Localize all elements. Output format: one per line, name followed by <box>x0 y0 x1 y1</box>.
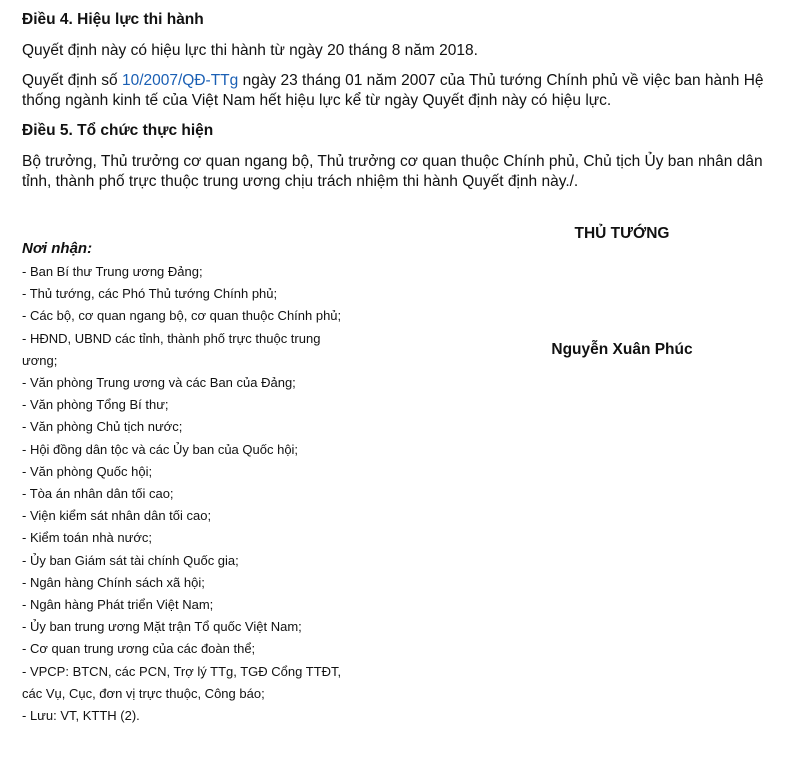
recipient-item: - Tòa án nhân dân tối cao; <box>22 486 174 502</box>
article-5-heading: Điều 5. Tổ chức thực hiện <box>22 122 214 139</box>
recipient-item: - Ngân hàng Chính sách xã hội; <box>22 574 205 590</box>
recipient-item: - Ủy ban trung ương Mặt trận Tổ quốc Việt Nam; <box>22 619 302 635</box>
article-5-paragraph-1: Bộ trưởng, Thủ trưởng cơ quan ngang bộ, Thủ trưởng cơ quan thuộc Chính phủ, Chủ tịch Ủy ban nhân dân tỉnh, thành phố trực thuộc trung ương chịu trách nhiệm thi hành Quyết định này./. <box>22 153 763 190</box>
recipient-item: ương; <box>22 352 58 368</box>
recipient-item: - Văn phòng Quốc hội; <box>22 463 153 479</box>
signer-name: Nguyễn Xuân Phúc <box>551 341 693 358</box>
recipient-item: - Văn phòng Trung ương và các Ban của Đảng; <box>22 375 296 391</box>
recipient-item: - Ban Bí thư Trung ương Đảng; <box>22 264 203 279</box>
recipient-item: - Viện kiểm sát nhân dân tối cao; <box>22 508 212 524</box>
recipient-item: - Hội đồng dân tộc và các Ủy ban của Quốc hội; <box>22 441 299 457</box>
recipient-item: - Lưu: VT, KTTH (2). <box>22 708 140 724</box>
recipient-item: - Ngân hàng Phát triển Việt Nam; <box>22 597 214 613</box>
decision-10-2007-link[interactable]: 10/2007/QĐ-TTg <box>121 72 239 89</box>
article-4-heading: Điều 4. Hiệu lực thi hành <box>22 11 204 28</box>
recipient-item: - HĐND, UBND các tỉnh, thành phố trực thuộc trung <box>22 330 321 346</box>
signature-area <box>22 224 780 744</box>
article-4-paragraph-2-prefix: Quyết định số <box>22 72 122 89</box>
recipients-block <box>22 239 422 727</box>
recipient-item: - Văn phòng Chủ tịch nước; <box>22 419 183 435</box>
recipient-item: - VPCP: BTCN, các PCN, Trợ lý TTg, TGĐ Cổng TTĐT, <box>22 663 342 679</box>
recipient-item: - Các bộ, cơ quan ngang bộ, cơ quan thuộc Chính phủ; <box>22 308 342 324</box>
recipients-title: Nơi nhận: <box>22 240 93 257</box>
signer-title: THỦ TƯỚNG <box>574 225 670 242</box>
recipients-list <box>22 261 422 727</box>
article-4-paragraph-2 <box>22 71 780 111</box>
recipient-item: - Văn phòng Tổng Bí thư; <box>22 397 169 413</box>
recipient-item: - Kiểm toán nhà nước; <box>22 530 152 546</box>
recipient-item: - Cơ quan trung ương của các đoàn thể; <box>22 641 256 657</box>
recipient-item: các Vụ, Cục, đơn vị trực thuộc, Công báo; <box>22 685 265 701</box>
recipient-item: - Ủy ban Giám sát tài chính Quốc gia; <box>22 552 239 568</box>
article-4-paragraph-1: Quyết định này có hiệu lực thi hành từ ngày 20 tháng 8 năm 2018. <box>22 42 478 59</box>
article-4-paragraph-2-suffix: ngày 23 tháng 01 năm 2007 của Thủ tướng Chính phủ về việc ban hành Hệ thống ngành kinh tế của Việt Nam hết hiệu lực kể từ ngày Quyết định này có hiệu lực. <box>22 72 764 109</box>
recipient-item: - Thủ tướng, các Phó Thủ tướng Chính phủ; <box>22 286 278 302</box>
